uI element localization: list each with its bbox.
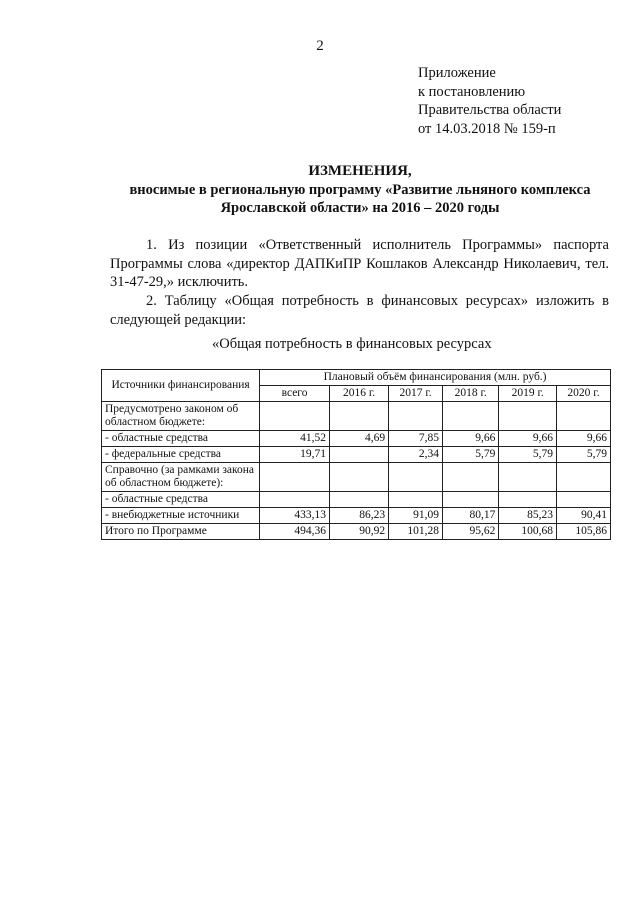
- table-cell: [260, 492, 330, 508]
- table-row: [102, 524, 611, 540]
- title-line: Ярославской области» на 2016 – 2020 годы: [220, 200, 500, 216]
- paragraph-2: [110, 292, 609, 329]
- document-title: [100, 162, 620, 218]
- table-cell: 90,92: [329, 524, 388, 540]
- table-row: [102, 447, 611, 463]
- table-cell: [499, 492, 557, 508]
- table-row: [102, 508, 611, 524]
- source-header: Источники финансирования: [102, 370, 260, 402]
- table-cell: 7,85: [389, 431, 443, 447]
- table-cell: [499, 402, 557, 431]
- table-row: [102, 402, 611, 431]
- table-caption: «Общая потребность в финансовых ресурсах: [212, 336, 492, 352]
- table-cell: 101,28: [389, 524, 443, 540]
- appendix-block: [418, 64, 561, 138]
- table-cell: [260, 402, 330, 431]
- table-cell: 2,34: [389, 447, 443, 463]
- table-cell: [557, 492, 611, 508]
- table-cell: 105,86: [557, 524, 611, 540]
- table-cell: [389, 402, 443, 431]
- table-cell: [329, 463, 388, 492]
- row-label: - внебюджетные источники: [102, 508, 260, 524]
- table-cell: 494,36: [260, 524, 330, 540]
- table-cell: [329, 492, 388, 508]
- table-cell: 9,66: [443, 431, 499, 447]
- table-header-row: [102, 370, 611, 386]
- column-header: 2016 г.: [329, 386, 388, 402]
- financing-table: [101, 369, 611, 540]
- paragraph-first-line: 1. Из позиции «Ответственный исполнитель Программы» паспорта: [146, 237, 609, 253]
- column-header: 2020 г.: [557, 386, 611, 402]
- paragraph-text: Программы слова «директор ДАПКиПР Кошлаков Александр Николаевич, тел. 31-47-29,» исключить.: [110, 255, 609, 290]
- table-cell: 5,79: [557, 447, 611, 463]
- table-cell: 19,71: [260, 447, 330, 463]
- table-cell: [443, 402, 499, 431]
- table-cell: 5,79: [443, 447, 499, 463]
- table-row: [102, 431, 611, 447]
- column-header: 2018 г.: [443, 386, 499, 402]
- table-cell: 5,79: [499, 447, 557, 463]
- column-header: 2019 г.: [499, 386, 557, 402]
- table-cell: [389, 463, 443, 492]
- table-cell: [260, 463, 330, 492]
- title-line: вносимые в региональную программу «Развитие льняного комплекса: [129, 181, 591, 198]
- table-cell: 95,62: [443, 524, 499, 540]
- table-cell: 90,41: [557, 508, 611, 524]
- table-cell: [443, 492, 499, 508]
- table-cell: 85,23: [499, 508, 557, 524]
- title-heading: ИЗМЕНЕНИЯ,: [308, 163, 412, 179]
- row-label: - федеральные средства: [102, 447, 260, 463]
- table-cell: [389, 492, 443, 508]
- table-cell: 86,23: [329, 508, 388, 524]
- table-cell: 80,17: [443, 508, 499, 524]
- column-header: 2017 г.: [389, 386, 443, 402]
- table-cell: 91,09: [389, 508, 443, 524]
- table-cell: 100,68: [499, 524, 557, 540]
- table-cell: [329, 402, 388, 431]
- table-cell: 9,66: [557, 431, 611, 447]
- page-number: 2: [316, 38, 324, 54]
- appendix-line: Приложение: [418, 65, 496, 81]
- table-row: [102, 492, 611, 508]
- table-cell: [443, 463, 499, 492]
- row-label: - областные средства: [102, 492, 260, 508]
- table-cell: 433,13: [260, 508, 330, 524]
- table-cell: [499, 463, 557, 492]
- plan-header: Плановый объём финансирования (млн. руб.): [260, 370, 611, 386]
- row-label: Итого по Программе: [102, 524, 260, 540]
- table-cell: [329, 447, 388, 463]
- row-label: - областные средства: [102, 431, 260, 447]
- table-row: [102, 463, 611, 492]
- paragraph-1: [110, 236, 609, 292]
- paragraph-first-line: 2. Таблицу «Общая потребность в финансовых ресурсах» изложить в: [146, 293, 609, 309]
- table-cell: 4,69: [329, 431, 388, 447]
- table-cell: [557, 402, 611, 431]
- paragraph-text: следующей редакции:: [110, 311, 247, 328]
- appendix-line: Правительства области: [418, 102, 562, 118]
- row-label: Справочно (за рамками закона об областном бюджете):: [102, 463, 260, 492]
- table-cell: 9,66: [499, 431, 557, 447]
- appendix-line: к постановлению: [418, 83, 526, 100]
- table-cell: [557, 463, 611, 492]
- table-cell: 41,52: [260, 431, 330, 447]
- column-header: всего: [260, 386, 330, 402]
- row-label: Предусмотрено законом об областном бюджете:: [102, 402, 260, 431]
- appendix-line: от 14.03.2018 № 159-п: [418, 120, 556, 137]
